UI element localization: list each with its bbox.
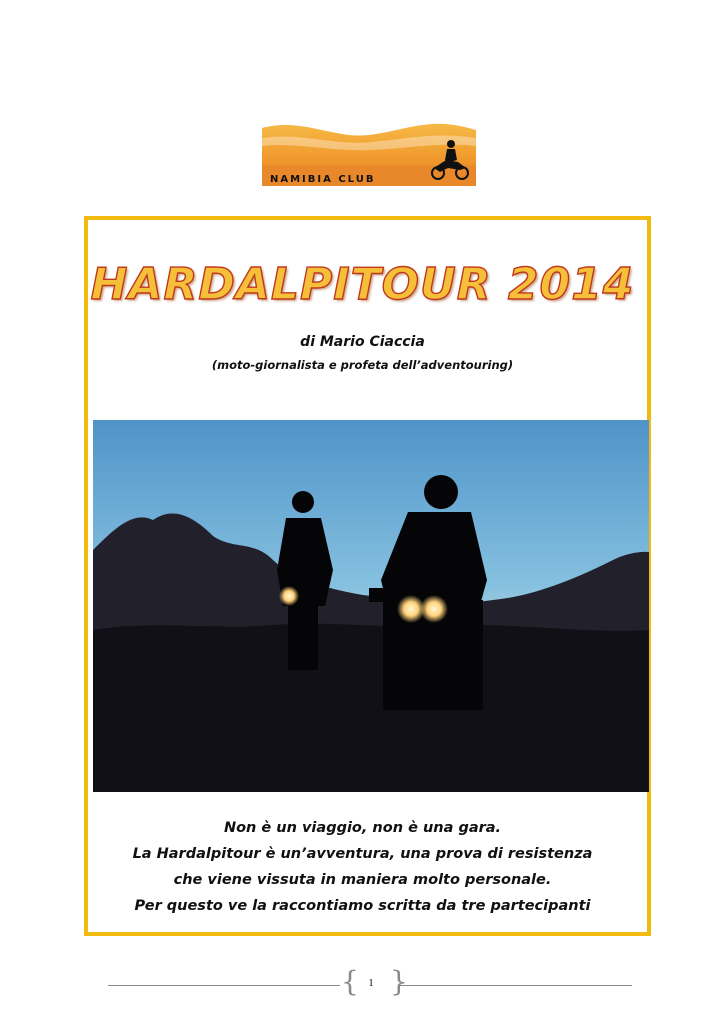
footer-rule-right — [400, 985, 632, 986]
footer-rule-left — [108, 985, 340, 986]
right-brace-icon: } — [390, 965, 408, 998]
author-line: di Mario Ciaccia — [300, 334, 425, 350]
intro-line: Non è un viaggio, non è una gara. — [223, 820, 502, 836]
cover-photo — [93, 420, 649, 792]
author-note: (moto-giornalista e profeta dell’adventouring) — [211, 358, 514, 372]
intro-text — [0, 815, 725, 919]
intro-line: che viene vissuta in maniera molto personale. — [173, 872, 552, 888]
intro-line: La Hardalpitour è un’avventura, una prova di resistenza — [132, 846, 593, 862]
logo-text: NAMIBIA CLUB — [270, 174, 376, 185]
intro-line: Per questo ve la raccontiamo scritta da tre partecipanti — [134, 898, 591, 914]
left-brace-icon: { — [341, 965, 359, 998]
page-number: 1 — [368, 977, 374, 989]
document-title: HARDALPITOUR 2014 — [90, 259, 635, 310]
namibia-club-logo — [262, 116, 476, 186]
